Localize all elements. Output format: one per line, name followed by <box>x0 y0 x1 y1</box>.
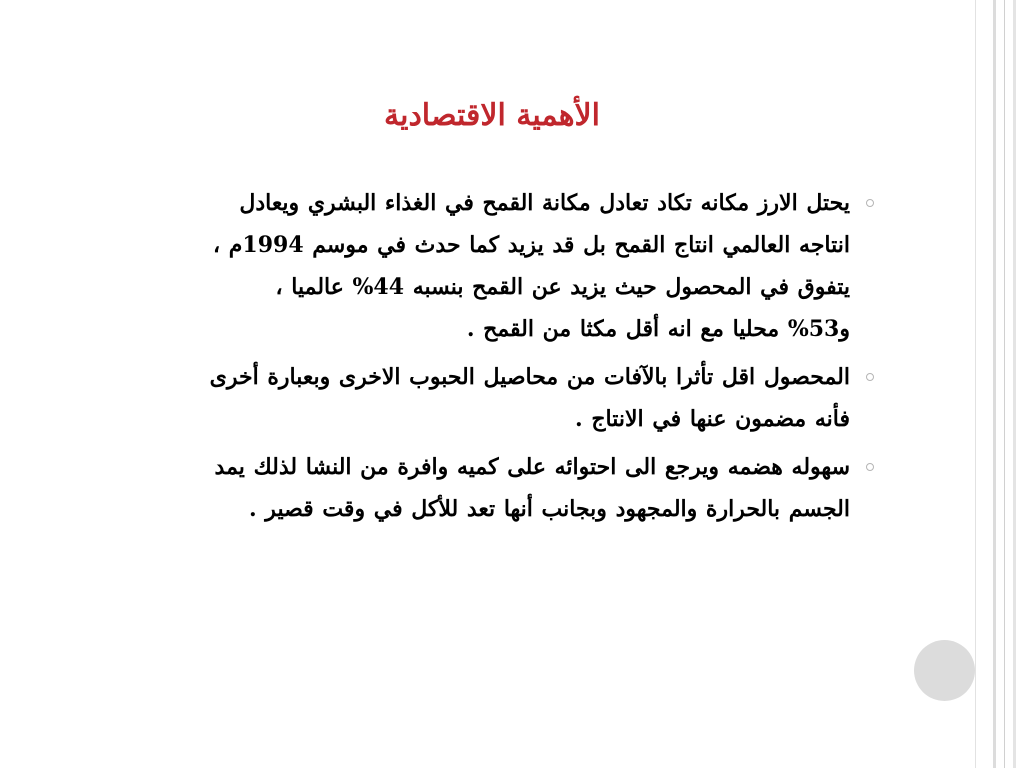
bullet-line: الجسم بالحرارة والمجهود وبجانب أنها تعد للأكل في وقت قصير . <box>248 496 850 522</box>
bullet-line: يحتل الارز مكانه تكاد تعادل مكانة القمح في الغذاء البشري ويعادل <box>239 190 850 216</box>
bullet-line: المحصول اقل تأثرا بالآفات من محاصيل الحبوب الاخرى وبعبارة أخرى <box>209 364 850 390</box>
bullet-line: انتاجه العالمي انتاج القمح بل قد يزيد كما حدث في موسم 1994م ، <box>213 232 850 258</box>
bullet-line: يتفوق في المحصول حيث يزيد عن القمح بنسبه 44% عالميا ، <box>275 274 850 300</box>
decorative-rail <box>975 0 976 768</box>
slide-title: الأهمية الاقتصادية <box>384 98 600 133</box>
slide-body <box>70 182 880 536</box>
circle-bullet-icon <box>866 373 874 381</box>
bullet-item <box>70 356 880 440</box>
decorative-rail <box>993 0 996 768</box>
bullet-item <box>70 182 880 350</box>
circle-bullet-icon <box>866 463 874 471</box>
bullet-line: فأنه مضمون عنها في الانتاج . <box>575 406 850 432</box>
bullet-item <box>70 446 880 530</box>
decorative-rail <box>1013 0 1016 768</box>
circle-bullet-icon <box>866 199 874 207</box>
bullet-line: و53% محليا مع انه أقل مكثا من القمح . <box>466 316 850 342</box>
bullet-line: سهوله هضمه ويرجع الى احتوائه على كميه وافرة من النشا لذلك يمد <box>214 454 850 480</box>
decorative-rail <box>1004 0 1005 768</box>
decorative-circle <box>914 640 975 701</box>
